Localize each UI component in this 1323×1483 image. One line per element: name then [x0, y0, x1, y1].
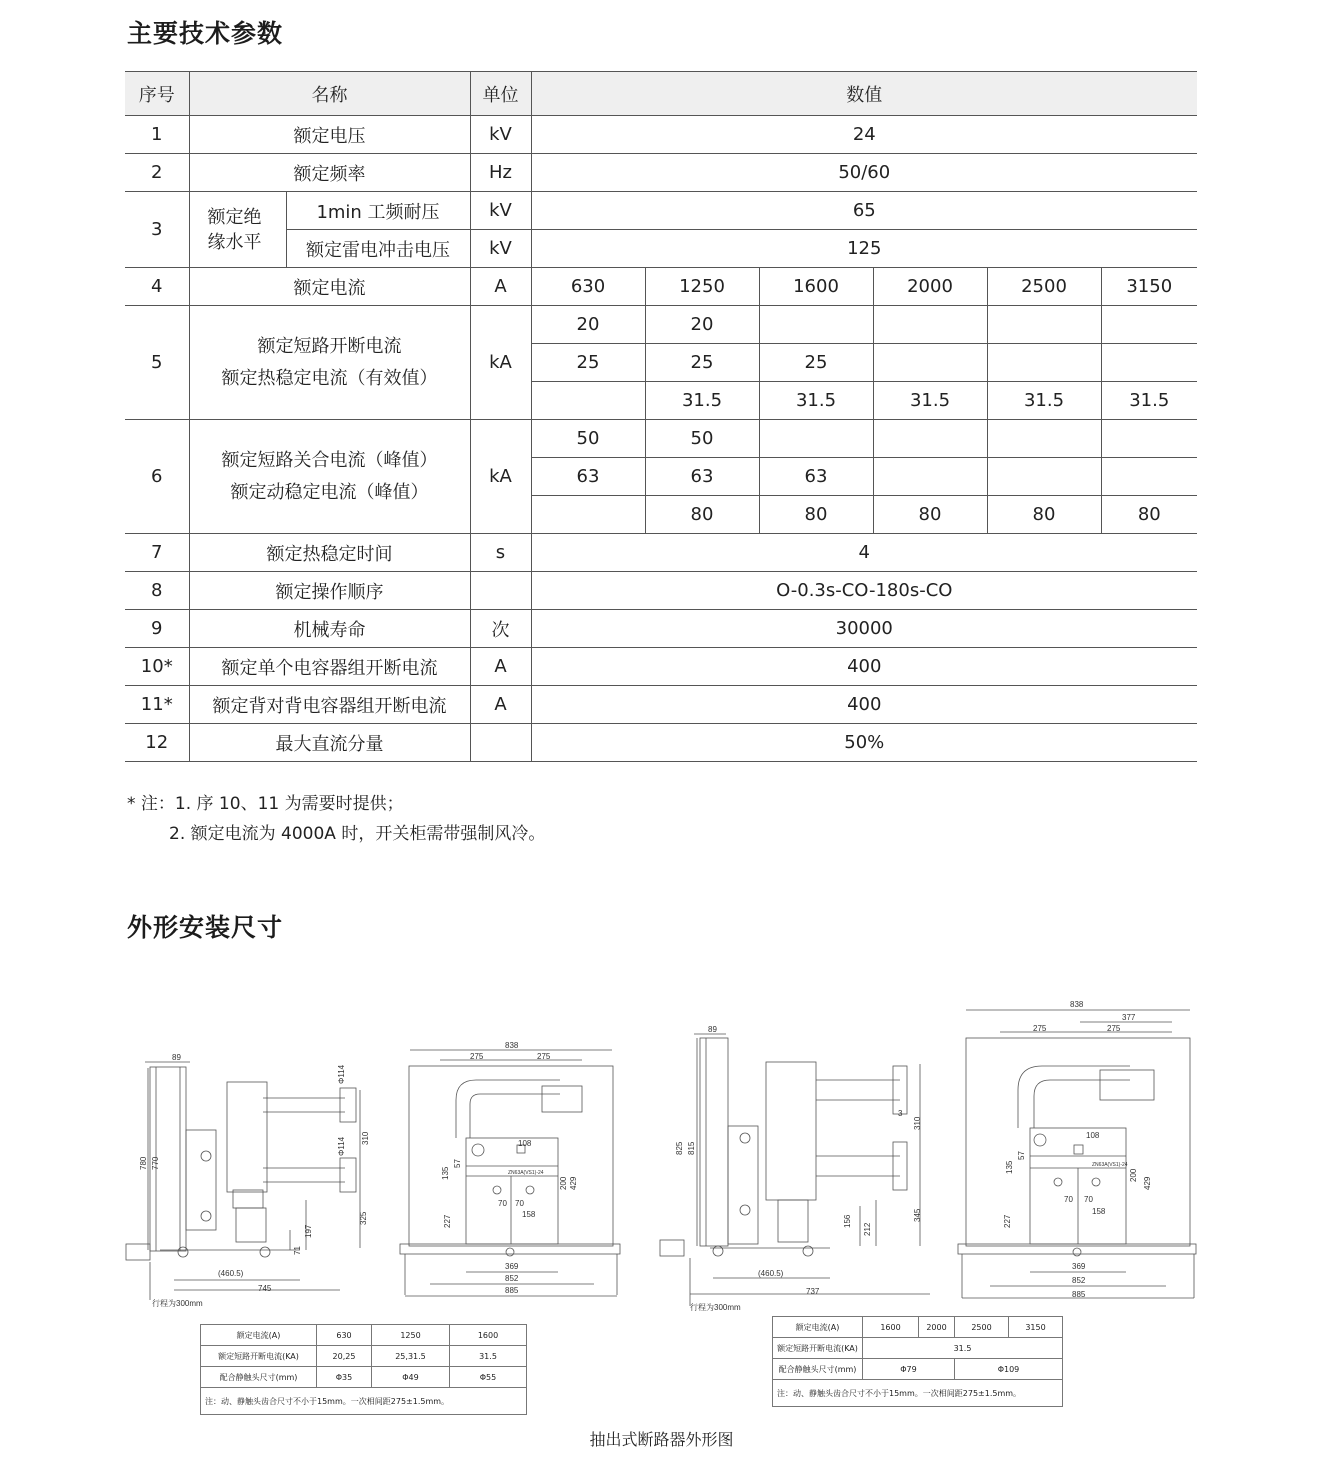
dim-label: Φ114 — [337, 1136, 346, 1156]
dim-label: 227 — [443, 1214, 452, 1228]
header-no: 序号 — [125, 72, 189, 116]
row-name: 额定背对背电容器组开断电流 — [189, 686, 470, 724]
row-header: 配合静触头尺寸(mm) — [201, 1367, 317, 1388]
value-cell: 2500 — [987, 268, 1101, 306]
row-name: 机械寿命 — [189, 610, 470, 648]
right-side-view — [660, 1034, 930, 1306]
right-contact-table — [772, 1316, 1063, 1407]
dim-label: 275 — [537, 1052, 551, 1061]
right-front-view — [958, 1010, 1196, 1298]
row-no: 8 — [125, 572, 189, 610]
value-cell: 630 — [531, 268, 645, 306]
dim-label: 89 — [708, 1025, 717, 1034]
value-cell: 63 — [759, 458, 873, 496]
value-cell: Φ49 — [372, 1367, 450, 1388]
row-value: 400 — [531, 648, 1197, 686]
value-cell: 50 — [645, 420, 759, 458]
dim-label: 197 — [304, 1224, 313, 1238]
value-cell: 80 — [987, 496, 1101, 534]
header-unit: 单位 — [470, 72, 531, 116]
value-cell: 1600 — [863, 1317, 919, 1338]
value-cell: 1600 — [450, 1325, 527, 1346]
table-row — [773, 1338, 1063, 1359]
value-cell: 1600 — [759, 268, 873, 306]
row-no: 9 — [125, 610, 189, 648]
dim-label: 70 — [1084, 1195, 1093, 1204]
dim-label: 275 — [1033, 1024, 1047, 1033]
dim-label: 838 — [1070, 1000, 1084, 1009]
row-no: 5 — [125, 306, 189, 420]
row-unit: A — [470, 686, 531, 724]
value-cell: 31.5 — [645, 382, 759, 420]
value-cell: 1250 — [645, 268, 759, 306]
value-cell: 63 — [645, 458, 759, 496]
table-note: 注：动、静触头齿合尺寸不小于15mm。一次相间距275±1.5mm。 — [201, 1388, 527, 1415]
row-no: 2 — [125, 154, 189, 192]
row-unit: kA — [470, 306, 531, 420]
name-line2: 额定动稳定电流（峰值） — [230, 481, 429, 503]
section-title-specs: 主要技术参数 — [127, 19, 284, 48]
dim-label: 135 — [1005, 1160, 1014, 1174]
table-row — [201, 1346, 527, 1367]
row-value: 30000 — [531, 610, 1197, 648]
dim-label: 429 — [1143, 1176, 1152, 1190]
dim-label: 275 — [1107, 1024, 1121, 1033]
right-side-dims — [675, 1025, 922, 1312]
name-line1: 额定短路关合电流（峰值） — [221, 449, 438, 471]
row-name: 最大直流分量 — [189, 724, 470, 762]
header-value: 数值 — [531, 72, 1197, 116]
dim-label: 71 — [293, 1246, 302, 1255]
dim-label: 852 — [1072, 1276, 1086, 1285]
value-cell: 31.5 — [759, 382, 873, 420]
row-value: 24 — [531, 116, 1197, 154]
row-no: 3 — [125, 192, 189, 268]
row-unit: kV — [470, 230, 531, 268]
value-cell: 80 — [645, 496, 759, 534]
row-name: 额定单个电容器组开断电流 — [189, 648, 470, 686]
value-cell: 50 — [531, 420, 645, 458]
row-name: 额定电流 — [189, 268, 470, 306]
dim-label: 200 — [559, 1176, 568, 1190]
value-cell: 31.5 — [1101, 382, 1197, 420]
dim-label: 108 — [1086, 1131, 1100, 1140]
section-title-dimensions: 外形安装尺寸 — [127, 913, 284, 942]
dim-label: 70 — [515, 1199, 524, 1208]
row-name: 额定雷电冲击电压 — [286, 230, 470, 268]
dim-label: Φ114 — [337, 1064, 346, 1084]
name-line2: 额定热稳定电流（有效值） — [221, 367, 438, 389]
model-label: ZN63A(VS1)-24 — [1092, 1162, 1128, 1168]
value-cell: 20 — [531, 306, 645, 344]
value-cell: Φ109 — [955, 1359, 1063, 1380]
row-header: 额定电流(A) — [773, 1317, 863, 1338]
row-header: 额定电流(A) — [201, 1325, 317, 1346]
row-name: 额定频率 — [189, 154, 470, 192]
left-side-dims — [139, 1053, 370, 1308]
row-unit: Hz — [470, 154, 531, 192]
row-value: 400 — [531, 686, 1197, 724]
row-name: 额定热稳定时间 — [189, 534, 470, 572]
dim-label: 825 — [675, 1141, 684, 1155]
dim-label: 429 — [569, 1176, 578, 1190]
dim-label: 345 — [913, 1208, 922, 1222]
row-unit: 次 — [470, 610, 531, 648]
left-side-view — [126, 1062, 360, 1300]
value-cell: 3150 — [1101, 268, 1197, 306]
row-no: 7 — [125, 534, 189, 572]
note-line2: 2. 额定电流为 4000A 时，开关柜需带强制风冷。 — [169, 824, 546, 844]
figure-caption: 抽出式断路器外形图 — [589, 1430, 734, 1449]
row-value: 50% — [531, 724, 1197, 762]
table-row — [201, 1367, 527, 1388]
note-line1: * 注：1. 序 10、11 为需要时提供； — [127, 794, 404, 814]
table-row — [773, 1380, 1063, 1407]
dim-label: 200 — [1129, 1168, 1138, 1182]
left-front-dims — [441, 1041, 578, 1295]
value-cell: 80 — [759, 496, 873, 534]
row-name: 1min 工频耐压 — [286, 192, 470, 230]
row-unit: s — [470, 534, 531, 572]
dim-label: 770 — [151, 1156, 160, 1170]
value-cell: 80 — [1101, 496, 1197, 534]
value-cell: 31.5 — [987, 382, 1101, 420]
dim-label: 70 — [498, 1199, 507, 1208]
row-no: 4 — [125, 268, 189, 306]
row-name: 额定操作顺序 — [189, 572, 470, 610]
left-contact-table — [200, 1324, 527, 1415]
name-line1: 额定短路开断电流 — [257, 335, 402, 357]
dim-label: 135 — [441, 1166, 450, 1180]
dim-label: (460.5) — [758, 1269, 784, 1278]
dim-label: 行程为300mm — [690, 1303, 741, 1312]
dim-label: 745 — [258, 1284, 272, 1293]
value-cell: 2000 — [919, 1317, 955, 1338]
table-row — [201, 1325, 527, 1346]
value-cell: 31.5 — [873, 382, 987, 420]
value-cell: 3150 — [1009, 1317, 1063, 1338]
row-name: 额定电压 — [189, 116, 470, 154]
dim-label: 325 — [359, 1211, 368, 1225]
dim-label: 377 — [1122, 1013, 1136, 1022]
dim-label: 57 — [453, 1159, 462, 1168]
dim-label: 885 — [1072, 1290, 1086, 1299]
dim-label: 780 — [139, 1156, 148, 1170]
row-value: O-0.3s-CO-180s-CO — [531, 572, 1197, 610]
dim-label: 行程为300mm — [152, 1299, 203, 1308]
value-cell: 1250 — [372, 1325, 450, 1346]
value-cell: Φ35 — [317, 1367, 372, 1388]
dim-label: 852 — [505, 1274, 519, 1283]
value-cell: 25 — [645, 344, 759, 382]
value-cell: 25,31.5 — [372, 1346, 450, 1367]
value-cell: 20 — [645, 306, 759, 344]
dim-label: 275 — [470, 1052, 484, 1061]
value-cell: 31.5 — [863, 1338, 1063, 1359]
dim-label: 108 — [518, 1139, 532, 1148]
value-cell: Φ55 — [450, 1367, 527, 1388]
dim-label: 70 — [1064, 1195, 1073, 1204]
table-note: 注：动、静触头齿合尺寸不小于15mm。一次相间距275±1.5mm。 — [773, 1380, 1063, 1407]
dim-label: 737 — [806, 1287, 820, 1296]
dim-label: 310 — [913, 1116, 922, 1130]
header-name: 名称 — [189, 72, 470, 116]
value-cell: 25 — [759, 344, 873, 382]
dim-label: 310 — [361, 1131, 370, 1145]
dim-label: 838 — [505, 1041, 519, 1050]
dim-label: 369 — [1072, 1262, 1086, 1271]
dim-label: 158 — [522, 1210, 536, 1219]
row-value: 4 — [531, 534, 1197, 572]
row-value: 50/60 — [531, 154, 1197, 192]
value-cell: 20,25 — [317, 1346, 372, 1367]
row-unit: kA — [470, 420, 531, 534]
value-cell: 25 — [531, 344, 645, 382]
row-header: 额定短路开断电流(KA) — [201, 1346, 317, 1367]
dim-label: 89 — [172, 1053, 181, 1062]
dim-label: 3 — [898, 1109, 903, 1118]
table-row — [201, 1388, 527, 1415]
value-cell: 80 — [873, 496, 987, 534]
row-no: 10* — [125, 648, 189, 686]
value-cell: 63 — [531, 458, 645, 496]
value-cell: Φ79 — [863, 1359, 955, 1380]
value-cell: 2000 — [873, 268, 987, 306]
row-value: 125 — [531, 230, 1197, 268]
row-unit: kV — [470, 116, 531, 154]
group-line1: 额定绝 — [207, 206, 262, 228]
dim-label: (460.5) — [218, 1269, 244, 1278]
dim-label: 57 — [1017, 1151, 1026, 1160]
row-unit: A — [470, 268, 531, 306]
row-header: 配合静触头尺寸(mm) — [773, 1359, 863, 1380]
model-label: ZN63A(VS1)-24 — [508, 1170, 544, 1176]
row-no: 1 — [125, 116, 189, 154]
dim-label: 158 — [1092, 1207, 1106, 1216]
row-value: 65 — [531, 192, 1197, 230]
row-no: 11* — [125, 686, 189, 724]
table-row — [773, 1317, 1063, 1338]
row-no: 12 — [125, 724, 189, 762]
dim-label: 885 — [505, 1286, 519, 1295]
value-cell: 2500 — [955, 1317, 1009, 1338]
row-header: 额定短路开断电流(KA) — [773, 1338, 863, 1359]
dim-label: 369 — [505, 1262, 519, 1271]
group-line2: 缘水平 — [207, 231, 262, 253]
dim-label: 227 — [1003, 1214, 1012, 1228]
table-row — [773, 1359, 1063, 1380]
dim-label: 212 — [863, 1222, 872, 1236]
dim-label: 156 — [843, 1214, 852, 1228]
dim-label: 815 — [687, 1141, 696, 1155]
row-unit: A — [470, 648, 531, 686]
row-no: 6 — [125, 420, 189, 534]
value-cell: 31.5 — [450, 1346, 527, 1367]
row-unit: kV — [470, 192, 531, 230]
value-cell: 630 — [317, 1325, 372, 1346]
